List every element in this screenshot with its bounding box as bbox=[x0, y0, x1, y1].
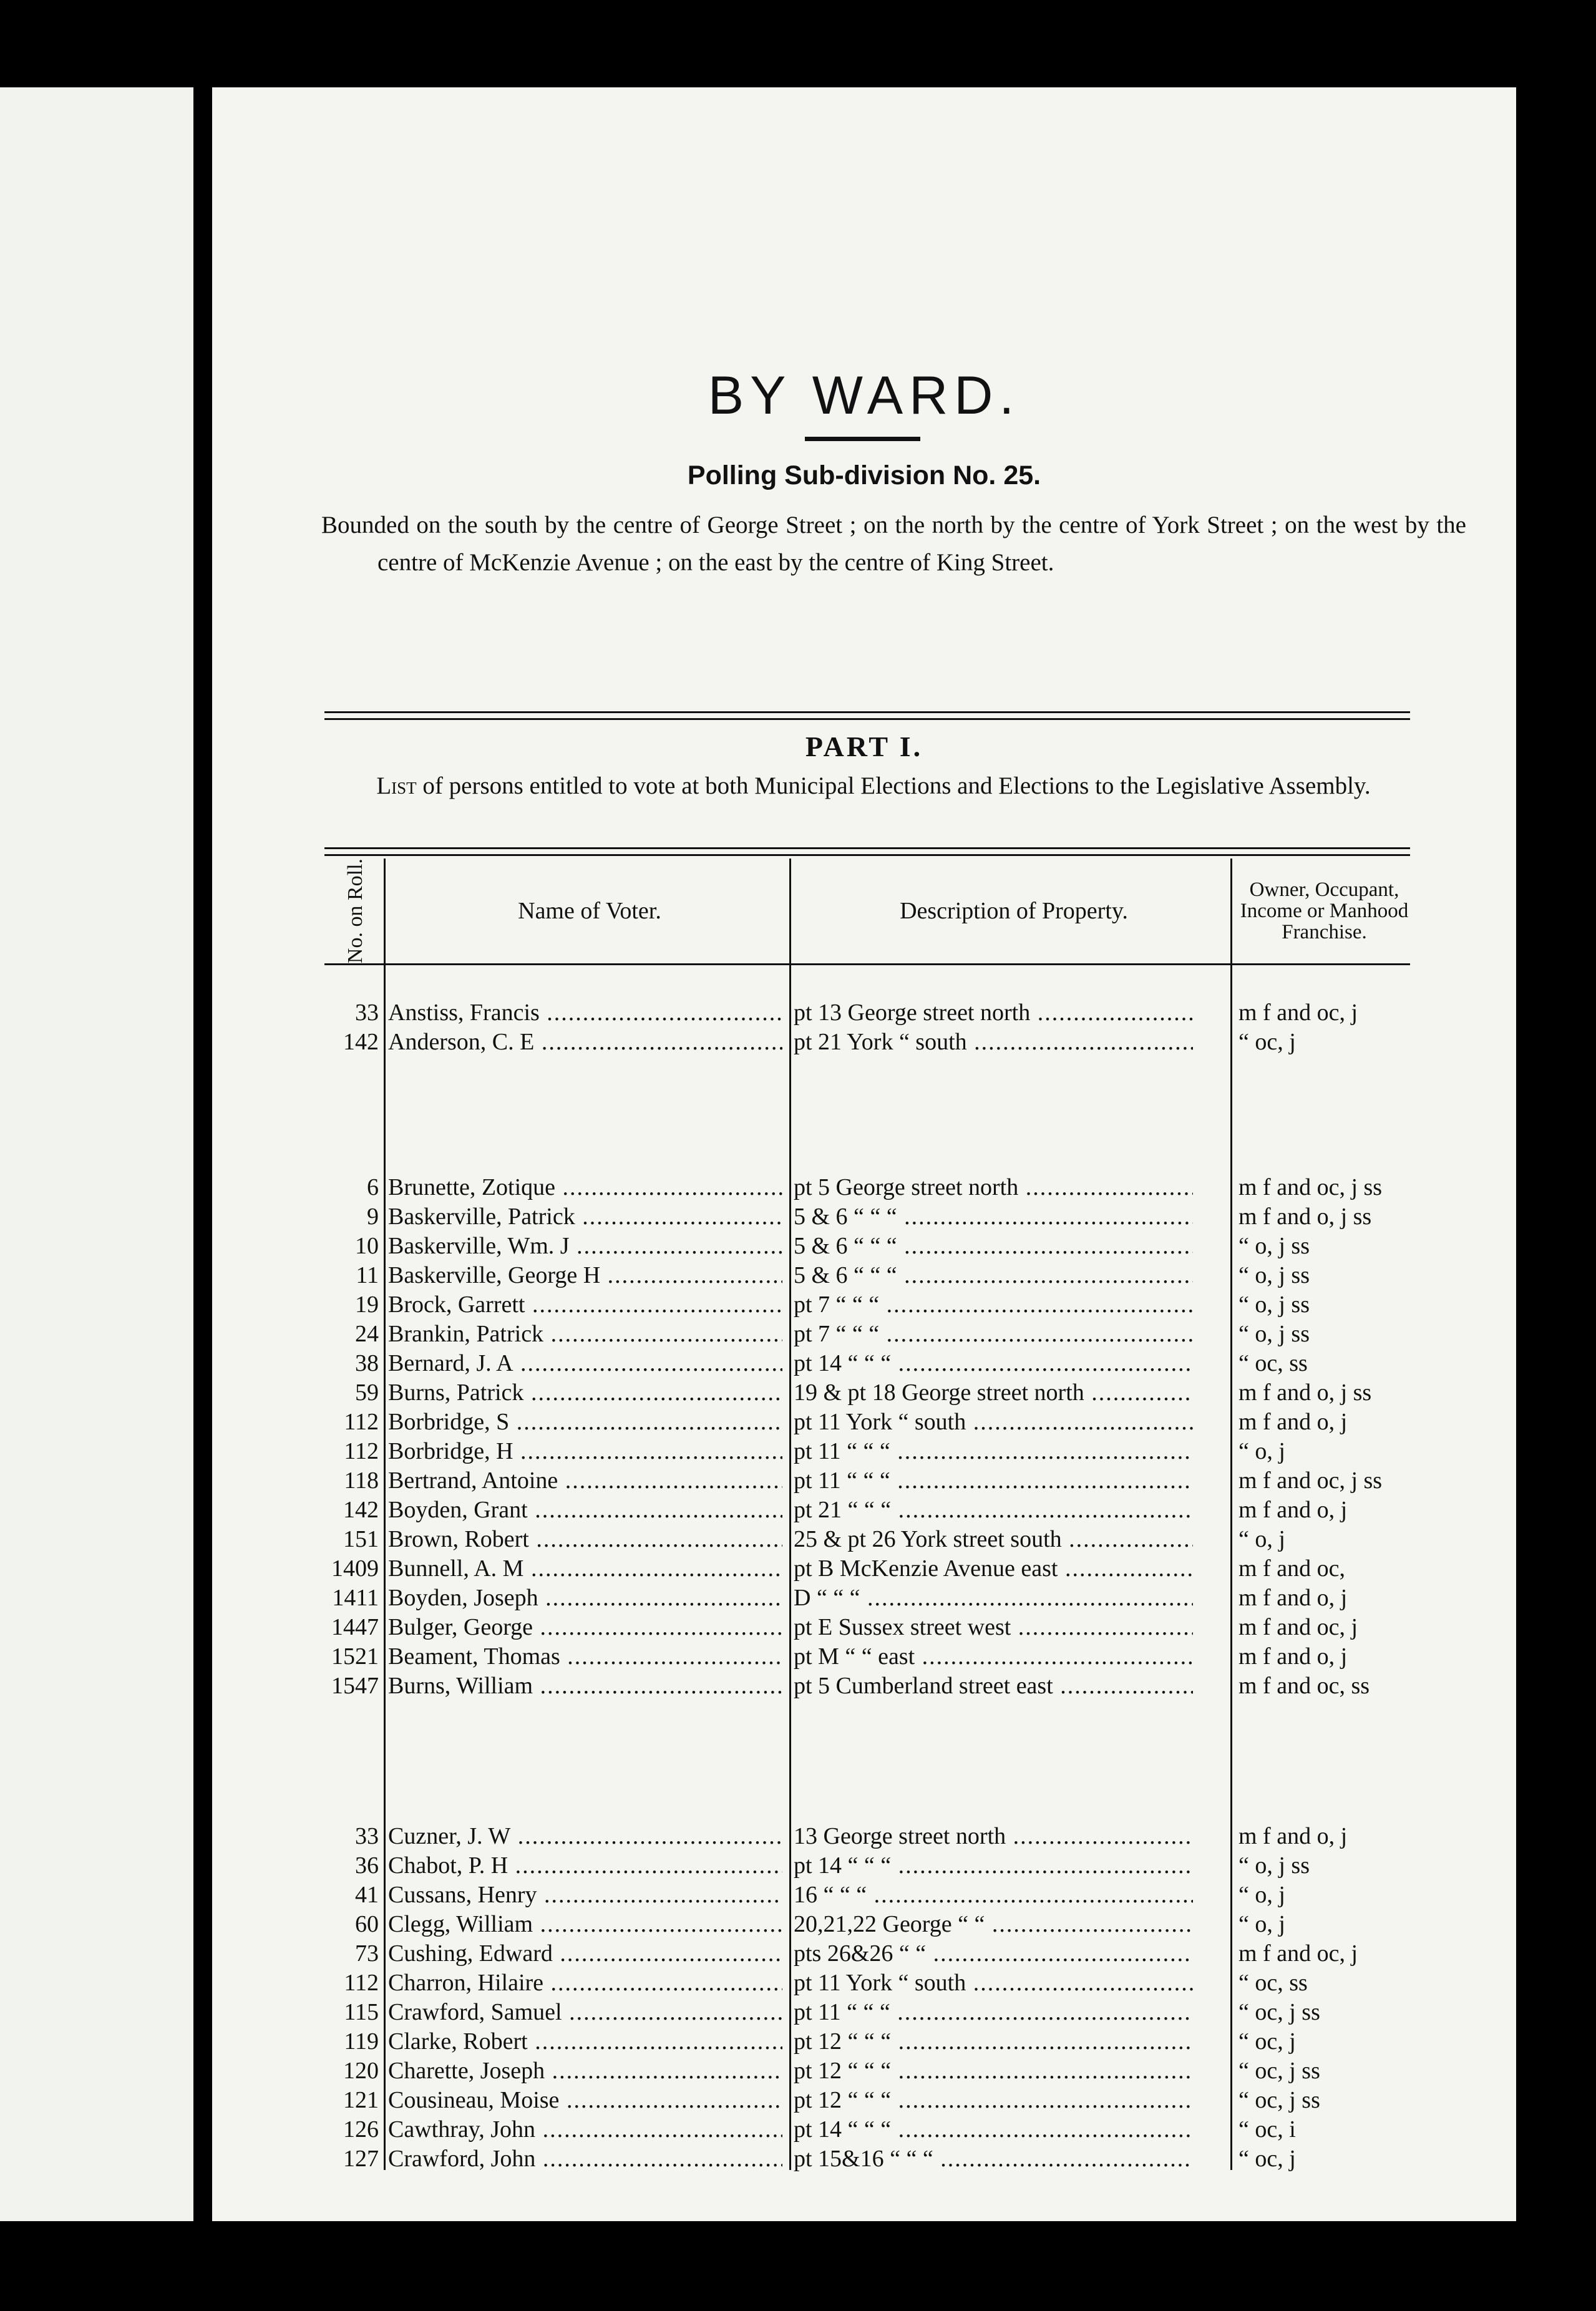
roll-number-cell: 59 bbox=[355, 1379, 379, 1406]
franchise-type-cell: m f and o, j ss bbox=[1238, 1379, 1372, 1406]
property-description-cell: pt 5 Cumberland street east ..... bbox=[794, 1671, 1193, 1701]
roll-number-cell: 151 bbox=[343, 1526, 379, 1552]
property-description-cell: D “ “ “ ..... bbox=[794, 1584, 1193, 1613]
table-row bbox=[212, 1910, 1516, 1939]
adjacent-page-edge bbox=[0, 87, 193, 2221]
voter-name-cell: Burns, William ..... bbox=[388, 1671, 782, 1701]
roll-number-cell: 33 bbox=[355, 1000, 379, 1026]
roll-number-cell: 6 bbox=[367, 1174, 379, 1200]
header-franchise: Owner, Occupant, Income or Manhood Franchise. bbox=[1240, 878, 1409, 943]
voter-name-cell: Brock, Garrett ..... bbox=[388, 1290, 782, 1320]
table-row bbox=[212, 1320, 1516, 1349]
table-row bbox=[212, 1642, 1516, 1671]
roll-number-cell: 73 bbox=[355, 1940, 379, 1967]
property-description-cell: 13 George street north ..... bbox=[794, 1822, 1193, 1851]
voter-name-cell: Brunette, Zotique ..... bbox=[388, 1173, 782, 1202]
franchise-type-cell: m f and oc, j bbox=[1238, 1614, 1358, 1640]
voter-name-cell: Brankin, Patrick ..... bbox=[388, 1320, 782, 1349]
table-row bbox=[212, 2027, 1516, 2056]
property-description-cell: 5 & 6 “ “ “ ..... bbox=[794, 1261, 1193, 1290]
property-description-cell: pt 11 “ “ “ ..... bbox=[794, 1998, 1193, 2027]
table-row bbox=[212, 2144, 1516, 2174]
franchise-type-cell: “ oc, j bbox=[1238, 1029, 1296, 1055]
franchise-type-cell: “ o, j ss bbox=[1238, 1292, 1310, 1318]
roll-number-cell: 126 bbox=[343, 2116, 379, 2143]
property-description-cell: 5 & 6 “ “ “ ..... bbox=[794, 1232, 1193, 1261]
part-description-text: of persons entitled to vote at both Municipal Elections and Elections to the Legislative Assembly. bbox=[416, 772, 1371, 799]
table-row bbox=[212, 998, 1516, 1028]
property-description-cell: pt 14 “ “ “ ..... bbox=[794, 2115, 1193, 2144]
property-description-cell: pt 5 George street north ..... bbox=[794, 1173, 1193, 1202]
voter-name-cell: Boyden, Joseph ..... bbox=[388, 1584, 782, 1613]
property-description-cell: 20,21,22 George “ “ ..... bbox=[794, 1910, 1193, 1939]
part-description bbox=[337, 767, 1410, 805]
table-row bbox=[212, 1525, 1516, 1554]
voter-name-cell: Clarke, Robert ..... bbox=[388, 2027, 782, 2056]
property-description-cell: pt 11 York “ south ..... bbox=[794, 1968, 1193, 1998]
property-description-cell: pt 14 “ “ “ ..... bbox=[794, 1349, 1193, 1378]
voter-name-cell: Crawford, Samuel ..... bbox=[388, 1998, 782, 2027]
voter-name-cell: Burns, Patrick ..... bbox=[388, 1378, 782, 1408]
voter-name-cell: Bulger, George ..... bbox=[388, 1613, 782, 1642]
franchise-type-cell: m f and oc, bbox=[1238, 1555, 1345, 1582]
property-description-cell: pt M “ “ east ..... bbox=[794, 1642, 1193, 1671]
voter-name-cell: Borbridge, H ..... bbox=[388, 1437, 782, 1466]
table-row bbox=[212, 1822, 1516, 1851]
table-row bbox=[212, 1851, 1516, 1880]
property-description-cell: pt 11 “ “ “ ..... bbox=[794, 1466, 1193, 1496]
table-row bbox=[212, 1437, 1516, 1466]
voter-name-cell: Borbridge, S ..... bbox=[388, 1408, 782, 1437]
franchise-type-cell: m f and oc, j bbox=[1238, 1940, 1358, 1967]
franchise-type-cell: m f and o, j bbox=[1238, 1585, 1348, 1611]
franchise-type-cell: m f and oc, j bbox=[1238, 1000, 1358, 1026]
table-row bbox=[212, 1408, 1516, 1437]
property-description-cell: pt 14 “ “ “ ..... bbox=[794, 1851, 1193, 1880]
voter-name-cell: Anderson, C. E ..... bbox=[388, 1028, 782, 1057]
roll-number-cell: 1411 bbox=[332, 1585, 379, 1611]
header-voter-name: Name of Voter. bbox=[518, 898, 661, 924]
roll-number-cell: 142 bbox=[343, 1497, 379, 1523]
roll-number-cell: 10 bbox=[355, 1233, 379, 1259]
franchise-type-cell: m f and o, j bbox=[1238, 1643, 1348, 1670]
roll-number-cell: 60 bbox=[355, 1911, 379, 1937]
roll-number-cell: 1521 bbox=[331, 1643, 379, 1670]
roll-number-cell: 120 bbox=[343, 2058, 379, 2084]
header-roll-number-text: No. on Roll. bbox=[344, 858, 367, 964]
roll-number-cell: 1447 bbox=[331, 1614, 379, 1640]
franchise-type-cell: m f and oc, j ss bbox=[1238, 1174, 1383, 1200]
roll-number-cell: 1547 bbox=[331, 1673, 379, 1699]
property-description-cell: pt 12 “ “ “ ..... bbox=[794, 2056, 1193, 2086]
roll-number-cell: 36 bbox=[355, 1852, 379, 1879]
table-row bbox=[212, 1466, 1516, 1496]
voter-name-cell: Anstiss, Francis ..... bbox=[388, 998, 782, 1028]
roll-number-cell: 115 bbox=[344, 1999, 379, 2025]
roll-number-cell: 127 bbox=[343, 2146, 379, 2172]
roll-number-cell: 118 bbox=[344, 1467, 379, 1494]
voter-name-cell: Chabot, P. H ..... bbox=[388, 1851, 782, 1880]
franchise-type-cell: “ o, j ss bbox=[1238, 1321, 1310, 1347]
roll-number-cell: 112 bbox=[344, 1409, 379, 1435]
property-description-cell: pt E Sussex street west ..... bbox=[794, 1613, 1193, 1642]
header-roll-number bbox=[328, 859, 384, 963]
property-description-cell: pt 13 George street north ..... bbox=[794, 998, 1193, 1028]
roll-number-cell: 119 bbox=[344, 2028, 379, 2055]
voter-name-cell: Baskerville, George H ..... bbox=[388, 1261, 782, 1290]
title-underline bbox=[805, 437, 920, 441]
table-row bbox=[212, 1613, 1516, 1642]
franchise-type-cell: “ oc, ss bbox=[1238, 1350, 1308, 1376]
roll-number-cell: 142 bbox=[343, 1029, 379, 1055]
franchise-type-cell: “ oc, j ss bbox=[1238, 2058, 1320, 2084]
franchise-type-cell: “ o, j bbox=[1238, 1438, 1285, 1464]
table-top-rule bbox=[324, 847, 1410, 856]
voter-name-cell: Cussans, Henry ..... bbox=[388, 1880, 782, 1910]
property-description-cell: pt 7 “ “ “ ..... bbox=[794, 1290, 1193, 1320]
voter-name-cell: Cushing, Edward ..... bbox=[388, 1939, 782, 1968]
header-bottom-rule bbox=[324, 963, 1410, 965]
franchise-type-cell: “ oc, j ss bbox=[1238, 2087, 1320, 2113]
boundary-description: Bounded on the south by the centre of George Street ; on the north by the centre of York Street ; on the west by the centre of McKenzie Avenue ; on the east by the centre of King Street. bbox=[321, 512, 1466, 576]
voter-name-cell: Charette, Joseph ..... bbox=[388, 2056, 782, 2086]
voter-name-cell: Bernard, J. A ..... bbox=[388, 1349, 782, 1378]
roll-number-cell: 112 bbox=[344, 1970, 379, 1996]
table-row bbox=[212, 1671, 1516, 1701]
franchise-type-cell: “ oc, j bbox=[1238, 2028, 1296, 2055]
voter-name-cell: Cuzner, J. W ..... bbox=[388, 1822, 782, 1851]
page-title: BY WARD. bbox=[708, 366, 1021, 426]
roll-number-cell: 19 bbox=[355, 1292, 379, 1318]
table-row bbox=[212, 1173, 1516, 1202]
property-description-cell: pt 11 “ “ “ ..... bbox=[794, 1437, 1193, 1466]
table-row bbox=[212, 1349, 1516, 1378]
table-row bbox=[212, 1202, 1516, 1232]
table-row bbox=[212, 1880, 1516, 1910]
section-rule bbox=[324, 711, 1410, 720]
table-row bbox=[212, 2086, 1516, 2115]
roll-number-cell: 11 bbox=[356, 1262, 379, 1288]
franchise-type-cell: “ oc, j bbox=[1238, 2146, 1296, 2172]
property-description-cell: pt 11 York “ south ..... bbox=[794, 1408, 1193, 1437]
roll-number-cell: 1409 bbox=[331, 1555, 379, 1582]
header-property: Description of Property. bbox=[900, 898, 1128, 924]
franchise-type-cell: “ oc, i bbox=[1238, 2116, 1296, 2143]
table-row bbox=[212, 1584, 1516, 1613]
franchise-type-cell: m f and o, j bbox=[1238, 1497, 1348, 1523]
franchise-type-cell: “ oc, ss bbox=[1238, 1970, 1308, 1996]
property-description-cell: pt 21 “ “ “ ..... bbox=[794, 1496, 1193, 1525]
voter-name-cell: Crawford, John ..... bbox=[388, 2144, 782, 2174]
voter-name-cell: Bertrand, Antoine ..... bbox=[388, 1466, 782, 1496]
table-row bbox=[212, 1378, 1516, 1408]
franchise-type-cell: “ o, j bbox=[1238, 1882, 1285, 1908]
roll-number-cell: 24 bbox=[355, 1321, 379, 1347]
property-description-cell: pt 12 “ “ “ ..... bbox=[794, 2086, 1193, 2115]
voter-name-cell: Baskerville, Patrick ..... bbox=[388, 1202, 782, 1232]
franchise-type-cell: m f and o, j bbox=[1238, 1409, 1348, 1435]
subdivision-heading: Polling Sub-division No. 25. bbox=[687, 460, 1041, 490]
franchise-type-cell: “ o, j ss bbox=[1238, 1852, 1310, 1879]
table-row bbox=[212, 1968, 1516, 1998]
table-row bbox=[212, 1232, 1516, 1261]
roll-number-cell: 33 bbox=[355, 1823, 379, 1849]
property-description-cell: pt B McKenzie Avenue east ..... bbox=[794, 1554, 1193, 1584]
table-row bbox=[212, 1939, 1516, 1968]
voter-name-cell: Cousineau, Moise ..... bbox=[388, 2086, 782, 2115]
property-description-cell: pts 26&26 “ “ ..... bbox=[794, 1939, 1193, 1968]
franchise-type-cell: “ o, j bbox=[1238, 1526, 1285, 1552]
table-row bbox=[212, 1290, 1516, 1320]
property-description-cell: pt 7 “ “ “ ..... bbox=[794, 1320, 1193, 1349]
table-row bbox=[212, 1261, 1516, 1290]
roll-number-cell: 9 bbox=[367, 1204, 379, 1230]
roll-number-cell: 38 bbox=[355, 1350, 379, 1376]
roll-number-cell: 112 bbox=[344, 1438, 379, 1464]
part-title: PART I. bbox=[805, 731, 923, 762]
franchise-type-cell: “ o, j ss bbox=[1238, 1233, 1310, 1259]
table-row bbox=[212, 1554, 1516, 1584]
franchise-type-cell: “ oc, j ss bbox=[1238, 1999, 1320, 2025]
document-page bbox=[212, 87, 1516, 2221]
voter-name-cell: Boyden, Grant ..... bbox=[388, 1496, 782, 1525]
voter-name-cell: Cawthray, John ..... bbox=[388, 2115, 782, 2144]
voter-name-cell: Baskerville, Wm. J ..... bbox=[388, 1232, 782, 1261]
voter-name-cell: Brown, Robert ..... bbox=[388, 1525, 782, 1554]
part-description-lead: List bbox=[376, 772, 417, 799]
table-row bbox=[212, 1998, 1516, 2027]
roll-number-cell: 121 bbox=[343, 2087, 379, 2113]
property-description-cell: pt 12 “ “ “ ..... bbox=[794, 2027, 1193, 2056]
voter-name-cell: Charron, Hilaire ..... bbox=[388, 1968, 782, 1998]
franchise-type-cell: m f and o, j bbox=[1238, 1823, 1348, 1849]
property-description-cell: 5 & 6 “ “ “ ..... bbox=[794, 1202, 1193, 1232]
voter-name-cell: Clegg, William ..... bbox=[388, 1910, 782, 1939]
property-description-cell: 25 & pt 26 York street south ..... bbox=[794, 1525, 1193, 1554]
franchise-type-cell: m f and oc, ss bbox=[1238, 1673, 1370, 1699]
franchise-type-cell: m f and o, j ss bbox=[1238, 1204, 1372, 1230]
franchise-type-cell: “ o, j ss bbox=[1238, 1262, 1310, 1288]
property-description-cell: 16 “ “ “ ..... bbox=[794, 1880, 1193, 1910]
franchise-type-cell: m f and oc, j ss bbox=[1238, 1467, 1383, 1494]
table-row bbox=[212, 1496, 1516, 1525]
voter-name-cell: Beament, Thomas ..... bbox=[388, 1642, 782, 1671]
franchise-type-cell: “ o, j bbox=[1238, 1911, 1285, 1937]
property-description-cell: pt 15&16 “ “ “ ..... bbox=[794, 2144, 1193, 2174]
table-row bbox=[212, 1028, 1516, 1057]
table-row bbox=[212, 2115, 1516, 2144]
property-description-cell: pt 21 York “ south ..... bbox=[794, 1028, 1193, 1057]
property-description-cell: 19 & pt 18 George street north ..... bbox=[794, 1378, 1193, 1408]
roll-number-cell: 41 bbox=[355, 1882, 379, 1908]
table-row bbox=[212, 2056, 1516, 2086]
voter-name-cell: Bunnell, A. M ..... bbox=[388, 1554, 782, 1584]
